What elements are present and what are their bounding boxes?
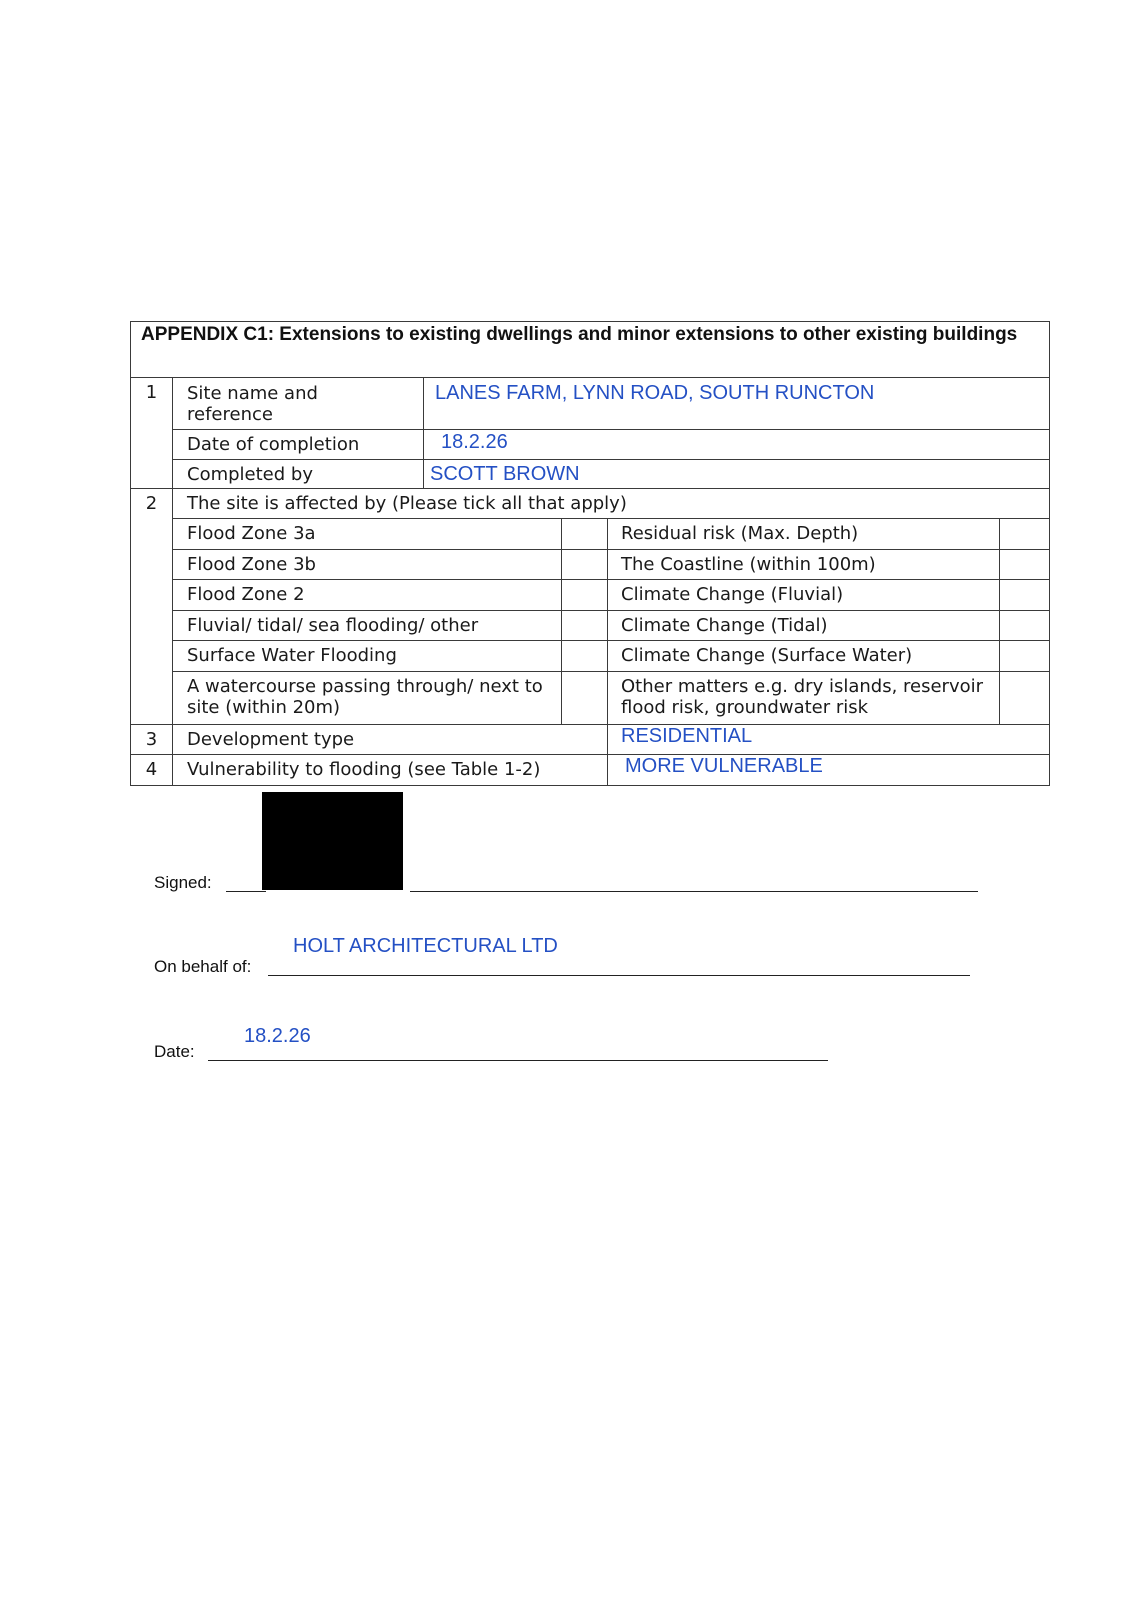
on-behalf-of-label: On behalf of:	[154, 957, 252, 976]
right-item: Climate Change (Tidal)	[621, 615, 828, 636]
signature-line[interactable]	[226, 891, 266, 892]
date-value[interactable]: 18.2.26	[244, 1025, 311, 1047]
tick-box[interactable]	[999, 611, 1049, 640]
affected-heading: The site is affected by (Please tick all that apply)	[187, 493, 627, 514]
development-type-label: Development type	[187, 729, 355, 750]
tick-box[interactable]	[999, 672, 1049, 725]
on-behalf-of-value[interactable]: HOLT ARCHITECTURAL LTD	[293, 935, 558, 957]
row-number: 2	[131, 489, 173, 724]
right-item: Other matters e.g. dry islands, reservoir flood risk, groundwater risk	[621, 676, 984, 718]
row-development-type	[131, 725, 1049, 755]
signed-label: Signed:	[154, 873, 212, 892]
on-behalf-of-line[interactable]	[268, 975, 970, 976]
left-item: A watercourse passing through/ next to site (within 20m)	[187, 676, 543, 718]
tick-box[interactable]	[999, 580, 1049, 610]
development-type-value[interactable]: RESIDENTIAL	[621, 725, 753, 747]
tick-box[interactable]	[561, 550, 607, 579]
tick-box[interactable]	[561, 672, 607, 725]
row-vulnerability	[131, 755, 1049, 785]
tick-box[interactable]	[561, 519, 607, 549]
right-item: Residual risk (Max. Depth)	[621, 523, 859, 544]
right-item: Climate Change (Fluvial)	[621, 584, 844, 605]
row-number: 1	[131, 378, 173, 488]
tick-box[interactable]	[999, 641, 1049, 671]
completed-by-label: Completed by	[187, 464, 313, 485]
right-item: Climate Change (Surface Water)	[621, 645, 913, 666]
date-of-completion-value[interactable]: 18.2.26	[441, 431, 508, 453]
row-site-affected	[131, 489, 1049, 725]
completed-by-value[interactable]: SCOTT BROWN	[430, 463, 580, 485]
tick-box[interactable]	[561, 611, 607, 640]
date-line[interactable]	[208, 1060, 828, 1061]
tick-box[interactable]	[561, 641, 607, 671]
left-item: Fluvial/ tidal/ sea flooding/ other	[187, 615, 479, 636]
site-name-label: Site name and reference	[187, 383, 318, 425]
row-site-details	[131, 378, 1049, 489]
left-item: Surface Water Flooding	[187, 645, 397, 666]
right-item: The Coastline (within 100m)	[621, 554, 876, 575]
site-name-value[interactable]: LANES FARM, LYNN ROAD, SOUTH RUNCTON	[435, 382, 875, 404]
redacted-signature	[262, 792, 403, 890]
left-item: Flood Zone 3b	[187, 554, 316, 575]
tick-box[interactable]	[561, 580, 607, 610]
left-item: Flood Zone 2	[187, 584, 305, 605]
date-label: Date:	[154, 1042, 195, 1061]
left-item: Flood Zone 3a	[187, 523, 316, 544]
vulnerability-value[interactable]: MORE VULNERABLE	[625, 755, 823, 777]
vulnerability-label: Vulnerability to flooding (see Table 1-2)	[187, 759, 541, 780]
date-of-completion-label: Date of completion	[187, 434, 360, 455]
tick-box[interactable]	[999, 519, 1049, 549]
signature-line[interactable]	[410, 891, 978, 892]
appendix-c1-form	[130, 321, 1050, 786]
form-title: APPENDIX C1: Extensions to existing dwellings and minor extensions to other existing buildings	[131, 322, 1049, 378]
row-number: 4	[131, 755, 173, 785]
row-number: 3	[131, 725, 173, 754]
tick-box[interactable]	[999, 550, 1049, 579]
